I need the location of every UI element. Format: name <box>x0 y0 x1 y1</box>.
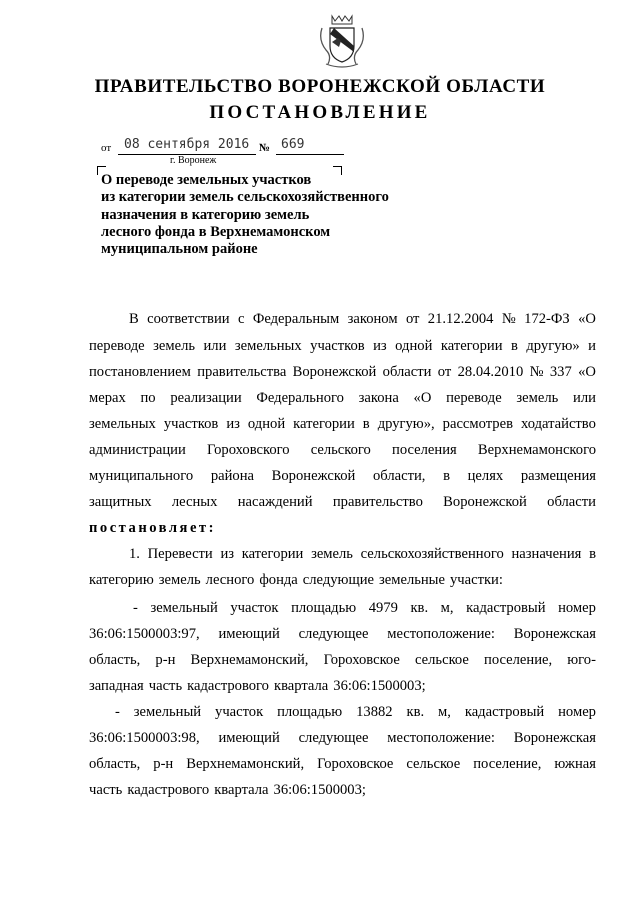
coat-of-arms-emblem <box>318 12 366 70</box>
word: Верхнемамонский, <box>190 652 309 668</box>
word: следующие <box>302 572 374 588</box>
word: следующее <box>298 730 369 746</box>
word: в <box>443 468 450 484</box>
word: другую», <box>377 416 435 432</box>
subject-line: муниципальном районе <box>101 241 258 258</box>
word: Гороховское <box>323 652 400 668</box>
word: западная <box>89 678 144 694</box>
word: насаждений <box>237 494 313 510</box>
word: кв. <box>406 704 425 720</box>
word: В <box>129 311 139 327</box>
word: Верхнемамонского <box>477 442 596 458</box>
word: квартала <box>214 782 269 798</box>
word: фонда <box>259 572 298 588</box>
word: южная <box>554 756 596 772</box>
word: земельных <box>234 338 302 354</box>
word: площадью <box>277 704 343 720</box>
word: рассмотрев <box>442 416 513 432</box>
word: кадастрового <box>187 678 269 694</box>
word: земельных <box>89 416 156 432</box>
document-number: 669 <box>281 137 305 152</box>
word: и <box>588 338 596 354</box>
word: кадастровый <box>464 704 545 720</box>
word: категории <box>293 416 355 432</box>
word: Воронежская <box>513 626 596 642</box>
word: сельскохозяйственного <box>360 546 504 562</box>
body-line <box>89 362 596 382</box>
body-line <box>129 544 596 564</box>
word: Гороховское <box>317 756 394 772</box>
word: области <box>382 364 432 380</box>
word: закона <box>358 390 399 406</box>
word: кв. <box>410 600 429 616</box>
number-underline <box>276 154 344 155</box>
word: в <box>589 546 596 562</box>
word: земельный <box>150 600 218 616</box>
body-line <box>89 728 596 748</box>
word: Воронежская <box>513 730 596 746</box>
word: земельный <box>133 704 202 720</box>
body-line <box>89 466 596 486</box>
word: сельского <box>310 442 371 458</box>
government-name: ПРАВИТЕЛЬСТВО ВОРОНЕЖСКОЙ ОБЛАСТИ <box>94 76 546 97</box>
word: участок <box>230 600 279 616</box>
word: от <box>405 311 420 327</box>
resolution-keyword <box>89 518 596 538</box>
word: 21.12.2004 <box>427 311 494 327</box>
word: Гороховского <box>206 442 290 458</box>
word: из <box>226 416 240 432</box>
word: - <box>133 600 138 616</box>
word: земельные <box>378 572 445 588</box>
word: местоположение: <box>387 730 495 746</box>
word: законом <box>347 311 398 327</box>
word: правительство <box>332 494 423 510</box>
word: муниципального <box>89 468 194 484</box>
word: кадастрового <box>127 782 210 798</box>
city: г. Воронеж <box>170 155 217 166</box>
word: юго- <box>567 652 596 668</box>
word: категорию <box>89 572 154 588</box>
body-line <box>89 676 596 696</box>
word: сельское <box>406 756 461 772</box>
word: Воронежской <box>443 494 527 510</box>
document-date: 08 сентября 2016 <box>124 137 250 152</box>
body-line <box>133 598 596 618</box>
word: одной <box>247 416 286 432</box>
body-line <box>115 702 596 722</box>
word: имеющий <box>218 626 280 642</box>
word: соответствии <box>147 311 230 327</box>
word: из <box>220 546 235 562</box>
word: категории <box>241 546 304 562</box>
word: 4979 <box>368 600 398 616</box>
word: одной <box>395 338 433 354</box>
word: № <box>529 364 544 380</box>
body-line <box>89 624 596 644</box>
body-line <box>89 414 596 434</box>
word: номер <box>558 704 596 720</box>
word: следующее <box>298 626 369 642</box>
word: часть <box>89 782 123 798</box>
word: лесных <box>171 494 218 510</box>
word: в <box>362 416 370 432</box>
word: Перевести <box>147 546 213 562</box>
word: по <box>140 390 156 406</box>
word: 337 <box>549 364 572 380</box>
body-line <box>89 570 596 590</box>
body-line <box>89 492 596 512</box>
word: 36:06:1500003:97, <box>89 626 200 642</box>
document-subject <box>101 172 431 258</box>
word: 28.04.2010 <box>457 364 524 380</box>
word: имеющий <box>218 730 280 746</box>
subject-line: из категории земель сельскохозяйственного <box>101 189 389 206</box>
body-line <box>89 440 596 460</box>
word: м, <box>438 704 451 720</box>
word: № <box>501 311 516 327</box>
subject-line: О переводе земельных участков <box>101 172 312 188</box>
word: с <box>237 311 245 327</box>
word: Федеральным <box>252 311 340 327</box>
body-line <box>89 650 596 670</box>
word: 36:06:1500003; <box>333 678 426 694</box>
word: из <box>373 338 387 354</box>
word: м, <box>440 600 454 616</box>
word: 13882 <box>356 704 393 720</box>
word: лесного <box>205 572 255 588</box>
word: защитных <box>89 494 152 510</box>
word: 1. <box>129 546 140 562</box>
word: администрации <box>89 442 186 458</box>
subject-line: лесного фонда в Верхнемамонском <box>101 223 331 240</box>
word: от <box>437 364 452 380</box>
word: поселения <box>392 442 457 458</box>
word: квартала <box>273 678 329 694</box>
word: номер <box>558 600 596 616</box>
word: размещения <box>520 468 596 484</box>
word: в <box>511 338 518 354</box>
word: ходатайство <box>520 416 596 432</box>
word: Воронежской <box>271 468 356 484</box>
word: 172-ФЗ <box>524 311 570 327</box>
word: земель <box>311 546 353 562</box>
word: часть <box>148 678 183 694</box>
word: участок <box>215 704 264 720</box>
subject-line: назначения в категорию земель <box>101 206 310 223</box>
word: целях <box>467 468 504 484</box>
date-prefix: от <box>101 142 112 154</box>
word: переводе <box>89 338 145 354</box>
word: - <box>115 704 120 720</box>
word: поселение, <box>484 652 553 668</box>
word: р-н <box>153 756 174 772</box>
word: область, <box>89 756 141 772</box>
word: земель <box>153 338 196 354</box>
word: участков <box>310 338 365 354</box>
document-type: ПОСТАНОВЛЕНИЕ <box>209 102 431 123</box>
word: земель <box>158 572 201 588</box>
word: категории <box>440 338 503 354</box>
word: сельское <box>415 652 469 668</box>
word: постановлением <box>89 364 191 380</box>
word: района <box>210 468 254 484</box>
word: или <box>573 390 596 406</box>
body-line <box>89 754 596 774</box>
word: земель <box>516 390 559 406</box>
word: площадью <box>291 600 357 616</box>
word: другую» <box>526 338 580 354</box>
body-line <box>89 336 596 356</box>
word: местоположение: <box>387 626 495 642</box>
word: «О <box>578 364 596 380</box>
word: поселение, <box>473 756 542 772</box>
word: р-н <box>155 652 176 668</box>
word: «О <box>413 390 432 406</box>
word: мерах <box>89 390 126 406</box>
word: постановляет: <box>89 520 216 536</box>
word: 36:06:1500003; <box>273 782 366 798</box>
word: «О <box>578 311 596 327</box>
word: Верхнемамонский, <box>186 756 305 772</box>
word: или <box>203 338 227 354</box>
word: 36:06:1500003:98, <box>89 730 200 746</box>
word: области, <box>372 468 426 484</box>
word: назначения <box>511 546 582 562</box>
body-line <box>89 388 596 408</box>
word: область, <box>89 652 141 668</box>
word: участков <box>163 416 219 432</box>
word: правительства <box>197 364 287 380</box>
word: области <box>547 494 596 510</box>
number-prefix: № <box>259 142 271 154</box>
word: реализации <box>170 390 242 406</box>
word: Воронежской <box>292 364 377 380</box>
word: Федерального <box>256 390 344 406</box>
word: кадастровый <box>466 600 546 616</box>
word: участки: <box>449 572 503 588</box>
body-line <box>129 309 596 329</box>
word: переводе <box>446 390 502 406</box>
body-line <box>89 780 596 800</box>
